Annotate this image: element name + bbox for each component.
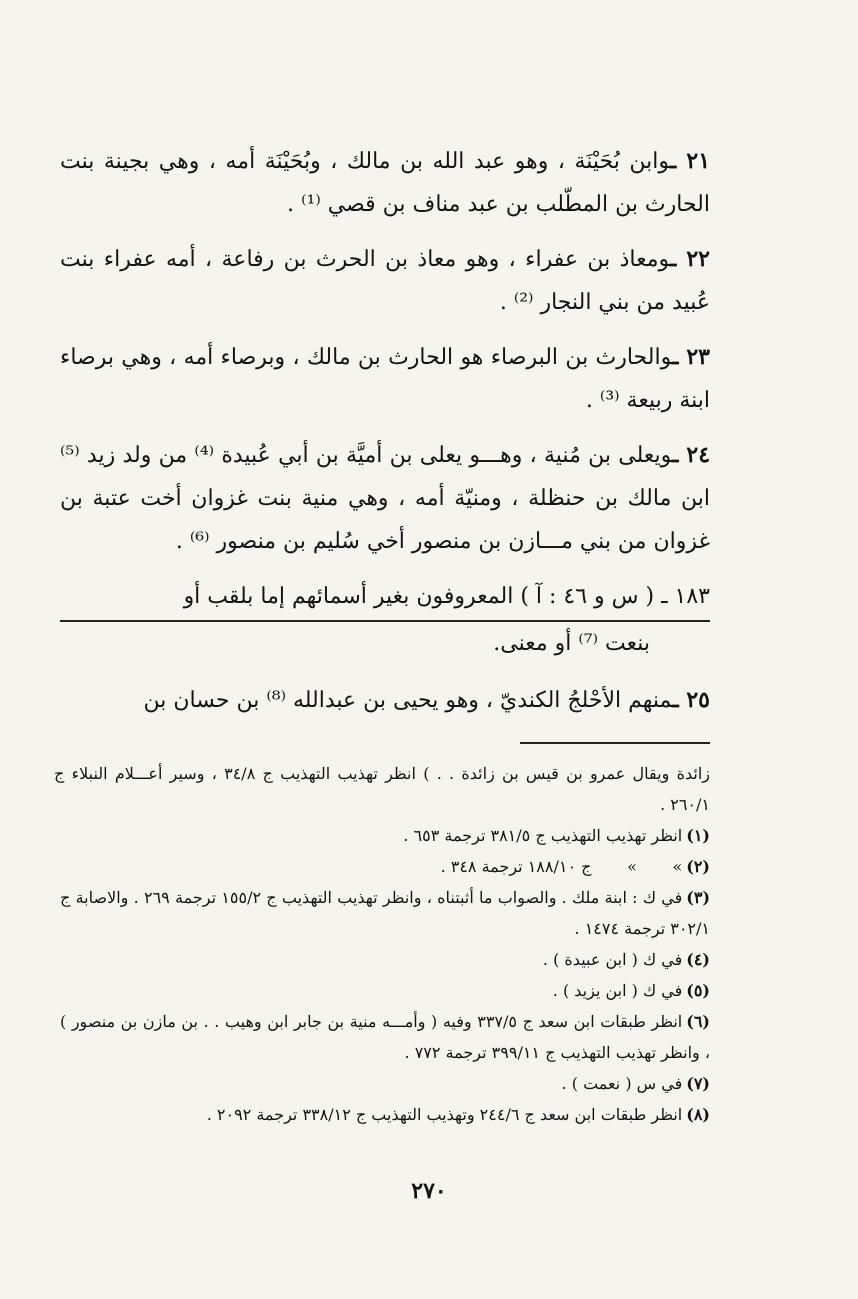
page-number: ٢٧٠ [411, 1178, 447, 1204]
footnote-mark: (٧) [686, 1074, 710, 1093]
footnote-text: في ك ( ابن يزيد ) . [552, 981, 683, 1000]
footnote-mark: (٥) [686, 981, 710, 1000]
footnote-4 [60, 944, 710, 975]
footnote-text: في ك ( ابن عبيدة ) . [542, 950, 683, 969]
entry-number: ٢٥ ـ [672, 687, 710, 713]
footnote-divider [520, 742, 710, 744]
entry-text: ومعاذ بن عفراء ، وهو معاذ بن الحرث بن رفاعة ، أمه عفراء بنت عُبيد من بني النجار ⁽²⁾ . [60, 247, 710, 315]
footnote-text: في ك : ابنة ملك . والصواب ما أثبتناه ، وانظر تهذيب التهذيب ج ١٥٥/٢ ترجمة ٢٦٩ . والاصابة ج ٣٠٢/١ ترجمة ١٤٧٤ . [60, 888, 710, 938]
entry-24 [60, 434, 710, 563]
footnote-3 [60, 882, 710, 944]
entry-25 [60, 679, 710, 722]
entry-text: منهم الأحْلجُ الكنديّ ، وهو يحيى بن عبدالله ⁽⁸⁾ بن حسان بن [143, 688, 673, 713]
footnote-mark: (٣) [686, 888, 711, 907]
entry-23 [60, 336, 710, 422]
section-heading-line1: ١٨٣ ـ ( س و ٤٦ : آ ) المعروفون بغير أسمائهم إما بلقب أو [60, 575, 710, 622]
footnote-mark: (١) [686, 826, 710, 845]
footnote-text: انظر طبقات ابن سعد ج ٢٤٤/٦ وتهذيب التهذيب ج ٣٣٨/١٢ ترجمة ٢٠٩٢ . [206, 1105, 683, 1124]
footnotes-list [60, 820, 710, 1130]
footnote-text: انظر طبقات ابن سعد ج ٣٣٧/٥ وفيه ( وأمـــه منية بن جابر ابن وهيب . . بن مازن بن منصور ) ، وانظر تهذيب التهذيب ج ٣٩٩/١١ ترجمة ٧٧٢ . [60, 1012, 710, 1062]
footnote-6 [60, 1006, 710, 1068]
footnote-text: » » ج ١٨٨/١٠ ترجمة ٣٤٨ . [440, 857, 683, 876]
page-body [54, 140, 711, 1130]
entry-text: ويعلى بن مُنية ، وهـــو يعلى بن أميَّة بن أبي عُبيدة ⁽⁴⁾ من ولد زيد ⁽⁵⁾ ابن مالك بن حنظلة ، ومنيّة أمه ، وهي منية بنت غزوان أخت عتبة بن غزوان من بني مـــازن بن منصور أخي سُليم بن منصور ⁽⁶⁾ . [60, 443, 710, 554]
footnote-8 [60, 1099, 710, 1130]
footnote-7 [60, 1068, 710, 1099]
entry-22 [60, 238, 710, 324]
footnote-1 [60, 820, 710, 851]
footnote-text: انظر تهذيب التهذيب ج ٣٨١/٥ ترجمة ٦٥٣ . [403, 826, 683, 845]
entry-number: ٢٤ ـ [671, 442, 711, 468]
section-heading [60, 575, 710, 665]
footnote-mark: (٦) [686, 1012, 710, 1031]
footnote-5 [60, 975, 710, 1006]
footnote-text: في س ( نعمت ) . [561, 1074, 683, 1093]
entry-21 [60, 140, 710, 226]
footnote-mark: (٤) [686, 950, 710, 969]
entry-number: ٢١ ـ [669, 148, 711, 174]
entry-text: والحارث بن البرصاء هو الحارث بن مالك ، وبرصاء أمه ، وهي برصاء ابنة ربيعة ⁽³⁾ . [60, 345, 710, 413]
entry-number: ٢٢ ـ [669, 246, 710, 272]
entry-number: ٢٣ ـ [671, 344, 710, 370]
footnote-2 [60, 851, 710, 882]
footnote-continuation: زائدة ويقال عمرو بن قيس بن زائدة . . ) انظر تهذيب التهذيب ج ٣٤/٨ ، وسير أعـــلام النبلاء ج ٢٦٠/١ . [54, 764, 710, 814]
entry-text: وابن بُحَيْنَة ، وهو عبد الله بن مالك ، وبُحَيْنَة أمه ، وهي بجينة بنت الحارث بن المطّلب بن عبد مناف بن قصي ⁽¹⁾ . [60, 149, 710, 217]
section-heading-line2: بنعت ⁽⁷⁾ أو معنى. [493, 631, 650, 656]
footnote-mark: (٨) [686, 1105, 710, 1124]
footnote-mark: (٢) [686, 857, 710, 876]
